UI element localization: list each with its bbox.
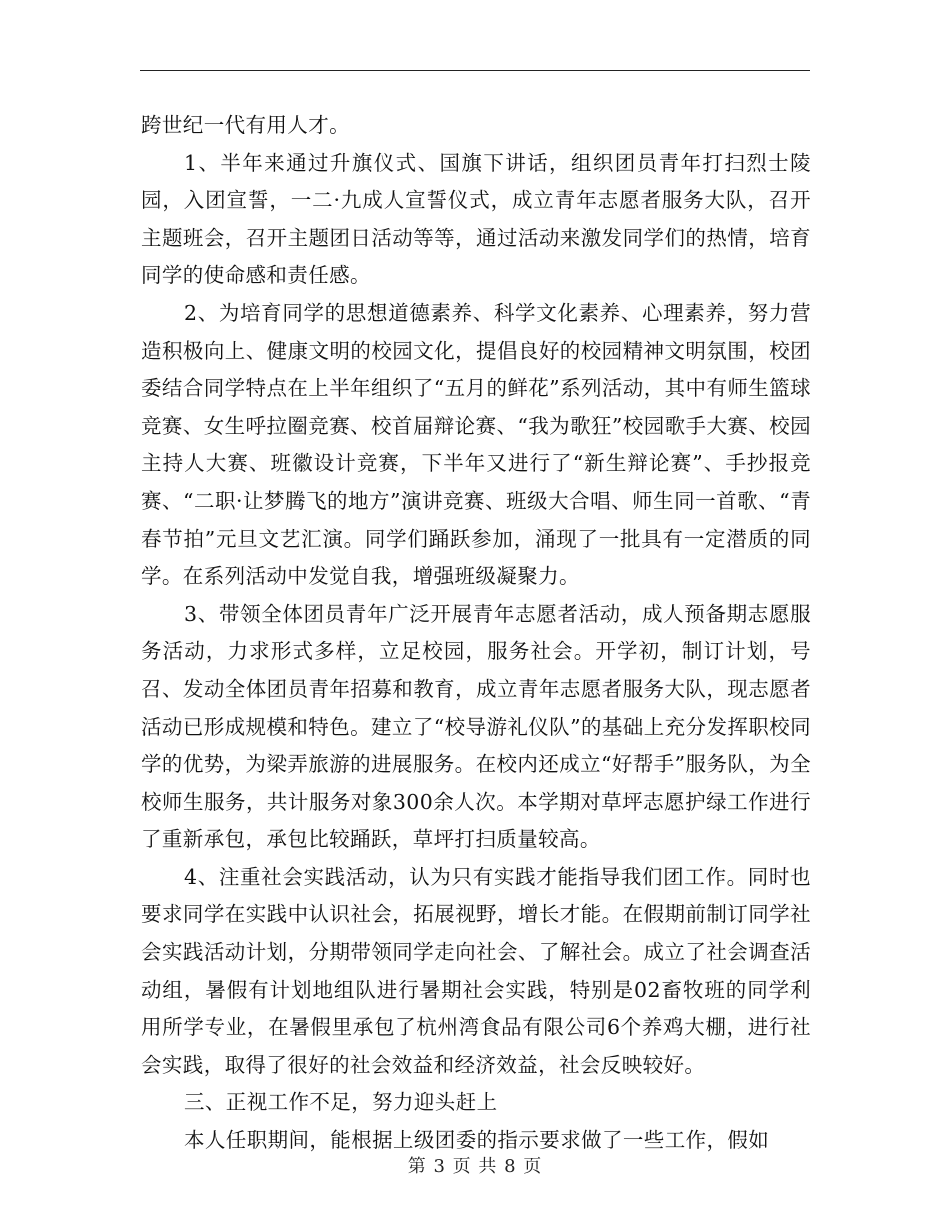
section-heading: 三、正视工作不足，努力迎头赶上: [184, 1090, 498, 1115]
paragraph-closing: 本人任职期间，能根据上级团委的指示要求做了一些工作，假如: [184, 1128, 770, 1153]
paragraph-continuation: 跨世纪一代有用人才。: [141, 113, 350, 137]
page-number: 第 3 页 共 8 页: [407, 1156, 543, 1177]
header-rule: [140, 70, 810, 71]
document-body: [141, 107, 811, 1160]
paragraph-item-4: 4、注重社会实践活动，认为只有实践才能指导我们团工作。同时也要求同学在实践中认识社会，拓展视野，增长才能。在假期前制订同学社会实践活动计划，分期带领同学走向社会、了解社会。成立了社会调查活动组，暑假有计划地组队进行暑期社会实践，特别是02畜牧班的同学利用所学专业，在暑假里承包了杭州湾食品有限公司6个养鸡大棚，进行社会实践，取得了很好的社会效益和经济效益，社会反映较好。: [141, 864, 811, 1077]
paragraph-item-3: 3、带领全体团员青年广泛开展青年志愿者活动，成人预备期志愿服务活动，力求形式多样，立足校园，服务社会。开学初，制订计划，号召、发动全体团员青年招募和教育，成立青年志愿者服务大队，现志愿者活动已形成规模和特色。建立了“校导游礼仪队”的基础上充分发挥职校同学的优势，为梁弄旅游的进展服务。在校内还成立“好帮手”服务队，为全校师生服务，共计服务对象300余人次。本学期对草坪志愿护绿工作进行了重新承包，承包比较踊跃，草坪打扫质量较高。: [141, 601, 811, 852]
paragraph-item-2: 2、为培育同学的思想道德素养、科学文化素养、心理素养，努力营造积极向上、健康文明的校园文化，提倡良好的校园精神文明氛围，校团委结合同学特点在上半年组织了“五月的鲜花”系列活动，其中有师生篮球竞赛、女生呼拉圈竞赛、校首届辩论赛、“我为歌狂”校园歌手大赛、校园主持人大赛、班徽设计竞赛，下半年又进行了“新生辩论赛”、手抄报竞赛、“二职·让梦腾飞的地方”演讲竞赛、班级大合唱、师生同一首歌、“青春节拍”元旦文艺汇演。同学们踊跃参加，涌现了一批具有一定潜质的同学。在系列活动中发觉自我，增强班级凝聚力。: [141, 300, 811, 589]
paragraph-item-1: 1、半年来通过升旗仪式、国旗下讲话，组织团员青年打扫烈士陵园，入团宣誓，一二·九成人宣誓仪式，成立青年志愿者服务大队，召开主题班会，召开主题团日活动等等，通过活动来激发同学们的热情，培育同学的使命感和责任感。: [141, 150, 811, 288]
